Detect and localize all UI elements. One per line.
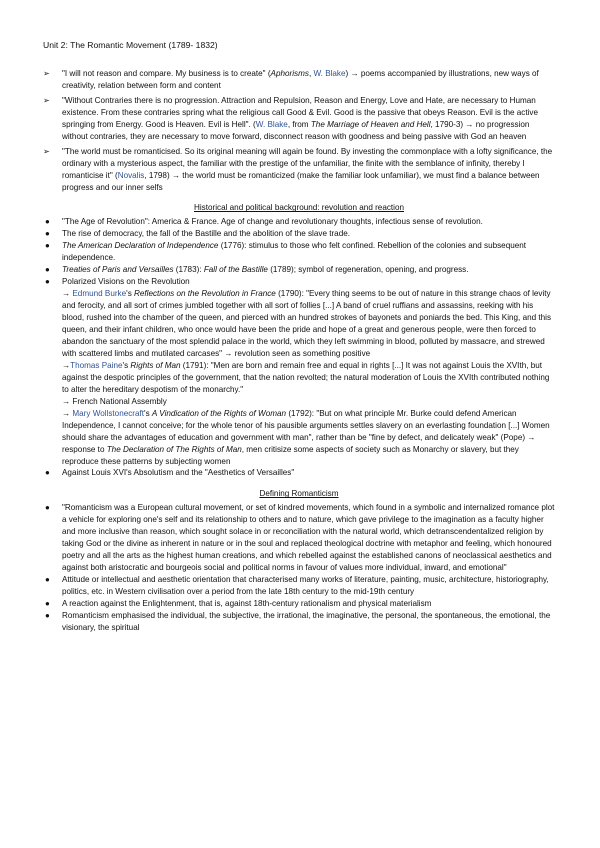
assembly-entry: → French National Assembly bbox=[62, 396, 167, 406]
author-link-paine[interactable]: Thomas Paine bbox=[70, 360, 123, 370]
author-link[interactable]: Novalis bbox=[117, 170, 145, 180]
background-list bbox=[43, 216, 555, 479]
bullet-icon: ● bbox=[45, 217, 50, 227]
bullet-icon: ● bbox=[45, 503, 50, 513]
list-item: ● "The Age of Revolution": America & France. Age of change and revolutionary thoughts, infectious sense of revolution. bbox=[45, 217, 483, 227]
list-item: ● "Romanticism was a European cultural movement, or set of kindred movements, which found in a symbolic and internalized romance plot a vehicle for exploring one's self and its relationship to others and to nature, which gave privilege to the imagination as a faculty higher and more inclusive than reason, which sought solace in or reconciliation with the natural world, which detranscendentalized religion by taking God or the divine as inherent in nature or in the soul and replaced theological doctrine with metaphor and feeling, which honoured poetry and all the arts as the highest human creations, and which rebelled against the established canons of neoclassical aesthetics and against both aristocratic and bourgeois social and political norms in favour of values more individual, inward, and emotional" bbox=[45, 503, 555, 573]
page-title: Unit 2: The Romantic Movement (1789- 1832) bbox=[43, 40, 218, 50]
paine-entry: →Thomas Paine's Rights of Man (1791): "Men are born and remain free and equal in rights [...] It was not against Louis the XVIth, but against the despotic principles of the government, that the nation revolted; the natural moderation of Louis the XVIth contributed nothing to alter the hereditary despotism of the monarchy." bbox=[62, 360, 550, 394]
defining-list bbox=[43, 502, 555, 633]
bullet-icon: ● bbox=[45, 575, 50, 585]
wollstonecraft-entry: → Mary Wollstonecraft's A Vindication of the Rights of Woman (1792): "But on what principle Mr. Burke could defend American Independence, I cannot conceive; for the whole tenor of his pausible arguments settles slavery on an everlasting foundation [...] Women should share the advantages of education and government with man", rather than be "fine by defect, and delicately weak" (Pope) → response to The Declaration of The Rights of Man, men critisize some aspects of society such as Monarchy or slavery, but they reproduce these patterns by subjecting women bbox=[62, 408, 550, 466]
list-item: ● Against Louis XVI's Absolutism and the "Aesthetics of Versailles" bbox=[45, 468, 295, 478]
quote-item: ➢ "I will not reason and compare. My business is to create" (Aphorisms, W. Blake) → poems accompanied by illustrations, new ways of creativity, relation between form and content bbox=[43, 68, 539, 90]
list-item: ● The American Declaration of Independence (1776): stimulus to those who felt confined. Rebellion of the colonies and subsequent independence. bbox=[45, 241, 527, 263]
arrow-bullet-icon: ➢ bbox=[43, 146, 50, 156]
bullet-icon: ● bbox=[45, 468, 50, 478]
author-link-burke[interactable]: Edmund Burke bbox=[72, 289, 127, 299]
quote-item: ➢ "The world must be romanticised. So its original meaning will again be found. By investing the commonplace with a lofty significance, the ordinary with a mysterious aspect, the familiar with the prestige of the unfamiliar, the finite with the semblance of infinity, thereby I romanticise it" (Novalis, 1798) → the world must be romanticized (make the familiar look unfamiliar), we must find a balance between progress and our inner selfs bbox=[43, 146, 553, 192]
arrow-bullet-icon: ➢ bbox=[43, 95, 50, 105]
bullet-icon: ● bbox=[45, 241, 50, 251]
author-link-wollstonecraft[interactable]: Mary Wollstonecraft bbox=[72, 408, 145, 418]
bullet-icon: ● bbox=[45, 229, 50, 239]
author-link[interactable]: W. Blake bbox=[313, 68, 346, 78]
author-link[interactable]: W. Blake bbox=[255, 119, 288, 129]
list-item: ● Romanticism emphasised the individual, the subjective, the irrational, the imaginative, the personal, the spontaneous, the emotional, the visionary, the spiritual bbox=[45, 610, 551, 632]
list-item: ● Attitude or intellectual and aesthetic orientation that characterised many works of literature, painting, music, architecture, historiography, politics, etc. in Western civilisation over a period from the late 18th century to the mid-19th century bbox=[45, 575, 549, 597]
list-item: ● Treaties of Paris and Versailles (1783): Fall of the Bastille (1789); symbol of regeneration, opening, and progress. bbox=[45, 265, 469, 275]
bullet-icon: ● bbox=[45, 598, 50, 608]
quote-item: ➢ "Without Contraries there is no progression. Attraction and Repulsion, Reason and Energy, Love and Hate, are necessary to Human existence. From these contraries spring what the religious call Good & Evil. Good is the passive that obeys Reason. Evil is the active springing from Energy. Good is Heaven. Evil is Hell". (W. Blake, from The Marriage of Heaven and Hell, 1790-3) → no progression without contraries, they are necessary to move forward, disconnect reason with goodness and being passive with God an heaven bbox=[43, 95, 538, 141]
arrow-bullet-icon: ➢ bbox=[43, 68, 50, 78]
bullet-icon: ● bbox=[45, 277, 50, 287]
list-item: ● A reaction against the Enlightenment, that is, against 18th-century rationalism and physical materialism bbox=[45, 598, 432, 608]
section-heading-background: Historical and political background: revolution and reaction bbox=[193, 203, 405, 213]
burke-entry: → Edmund Burke's Reflections on the Revolution in France (1790): "Every thing seems to be out of nature in this strange chaos of levity and ferocity, and all sort of crimes jumbled together with all sort of follies [...] A band of cruel ruffians and assassins, reeking with his blood, rushed into the chamber of the queen, and pierced with an hundred strokes of bayonets and poniards the bed. This King, and this queen, and their infant children, who once would have been the pride and hope of a great and generous people, were then forced to abandon the sanctuary of the most splendid palace in the world, which they left swimming in blood, polluted by massacre, and strewed with scattered limbs and mutilated carcases" → revolution seen as something positive bbox=[62, 289, 552, 358]
section-heading-defining: Defining Romanticism bbox=[259, 489, 339, 499]
document-page bbox=[43, 40, 555, 634]
list-item: ● Polarized Visions on the Revolution → Edmund Burke's Reflections on the Revolution in France (1790): "Every thing seems to be out of nature in this strange chaos of levity and ferocity, and all sort of crimes jumbled together with all sort of follies [...] A band of cruel ruffians and assassins, reeking with his blood, rushed into the chamber of the queen, and pierced with an hundred strokes of bayonets and poniards the bed. This King, and this queen, and their infant children, who once would have been the pride and hope of a great and generous people, were then forced to abandon the sanctuary of the most splendid palace in the world, which they left swimming in blood, polluted by massacre, and strewed with scattered limbs and mutilated carcases" → revolution seen as something positive →Thomas Paine's Rights of Man (1791): "Men are born and remain free and equal in rights [...] It was not against Louis the XVIth, but against the despotic principles of the government, that the nation revolted; the natural moderation of Louis the XVIth contributed nothing to alter the hereditary despotism of the monarchy." → French National Assembly → Mary Wollstonecraft's A Vindication of the Rights of Woman (1792): "But on what principle Mr. Burke could defend American Independence, I cannot conceive; for the whole tenor of his pausible arguments settles slavery on an everlasting foundation [...] Women should share the advantages of education and government with man", rather than be "fine by defect, and delicately weak" (Pope) → response to The Declaration of The Rights of Man, men critisize some aspects of society such as Monarchy or slavery, but they reproduce these patterns by subjecting women bbox=[43, 276, 555, 467]
quote-list bbox=[43, 68, 555, 194]
list-item: ● The rise of democracy, the fall of the Bastille and the abolition of the slave trade. bbox=[45, 229, 350, 239]
bullet-icon: ● bbox=[45, 265, 50, 275]
bullet-icon: ● bbox=[45, 610, 50, 620]
